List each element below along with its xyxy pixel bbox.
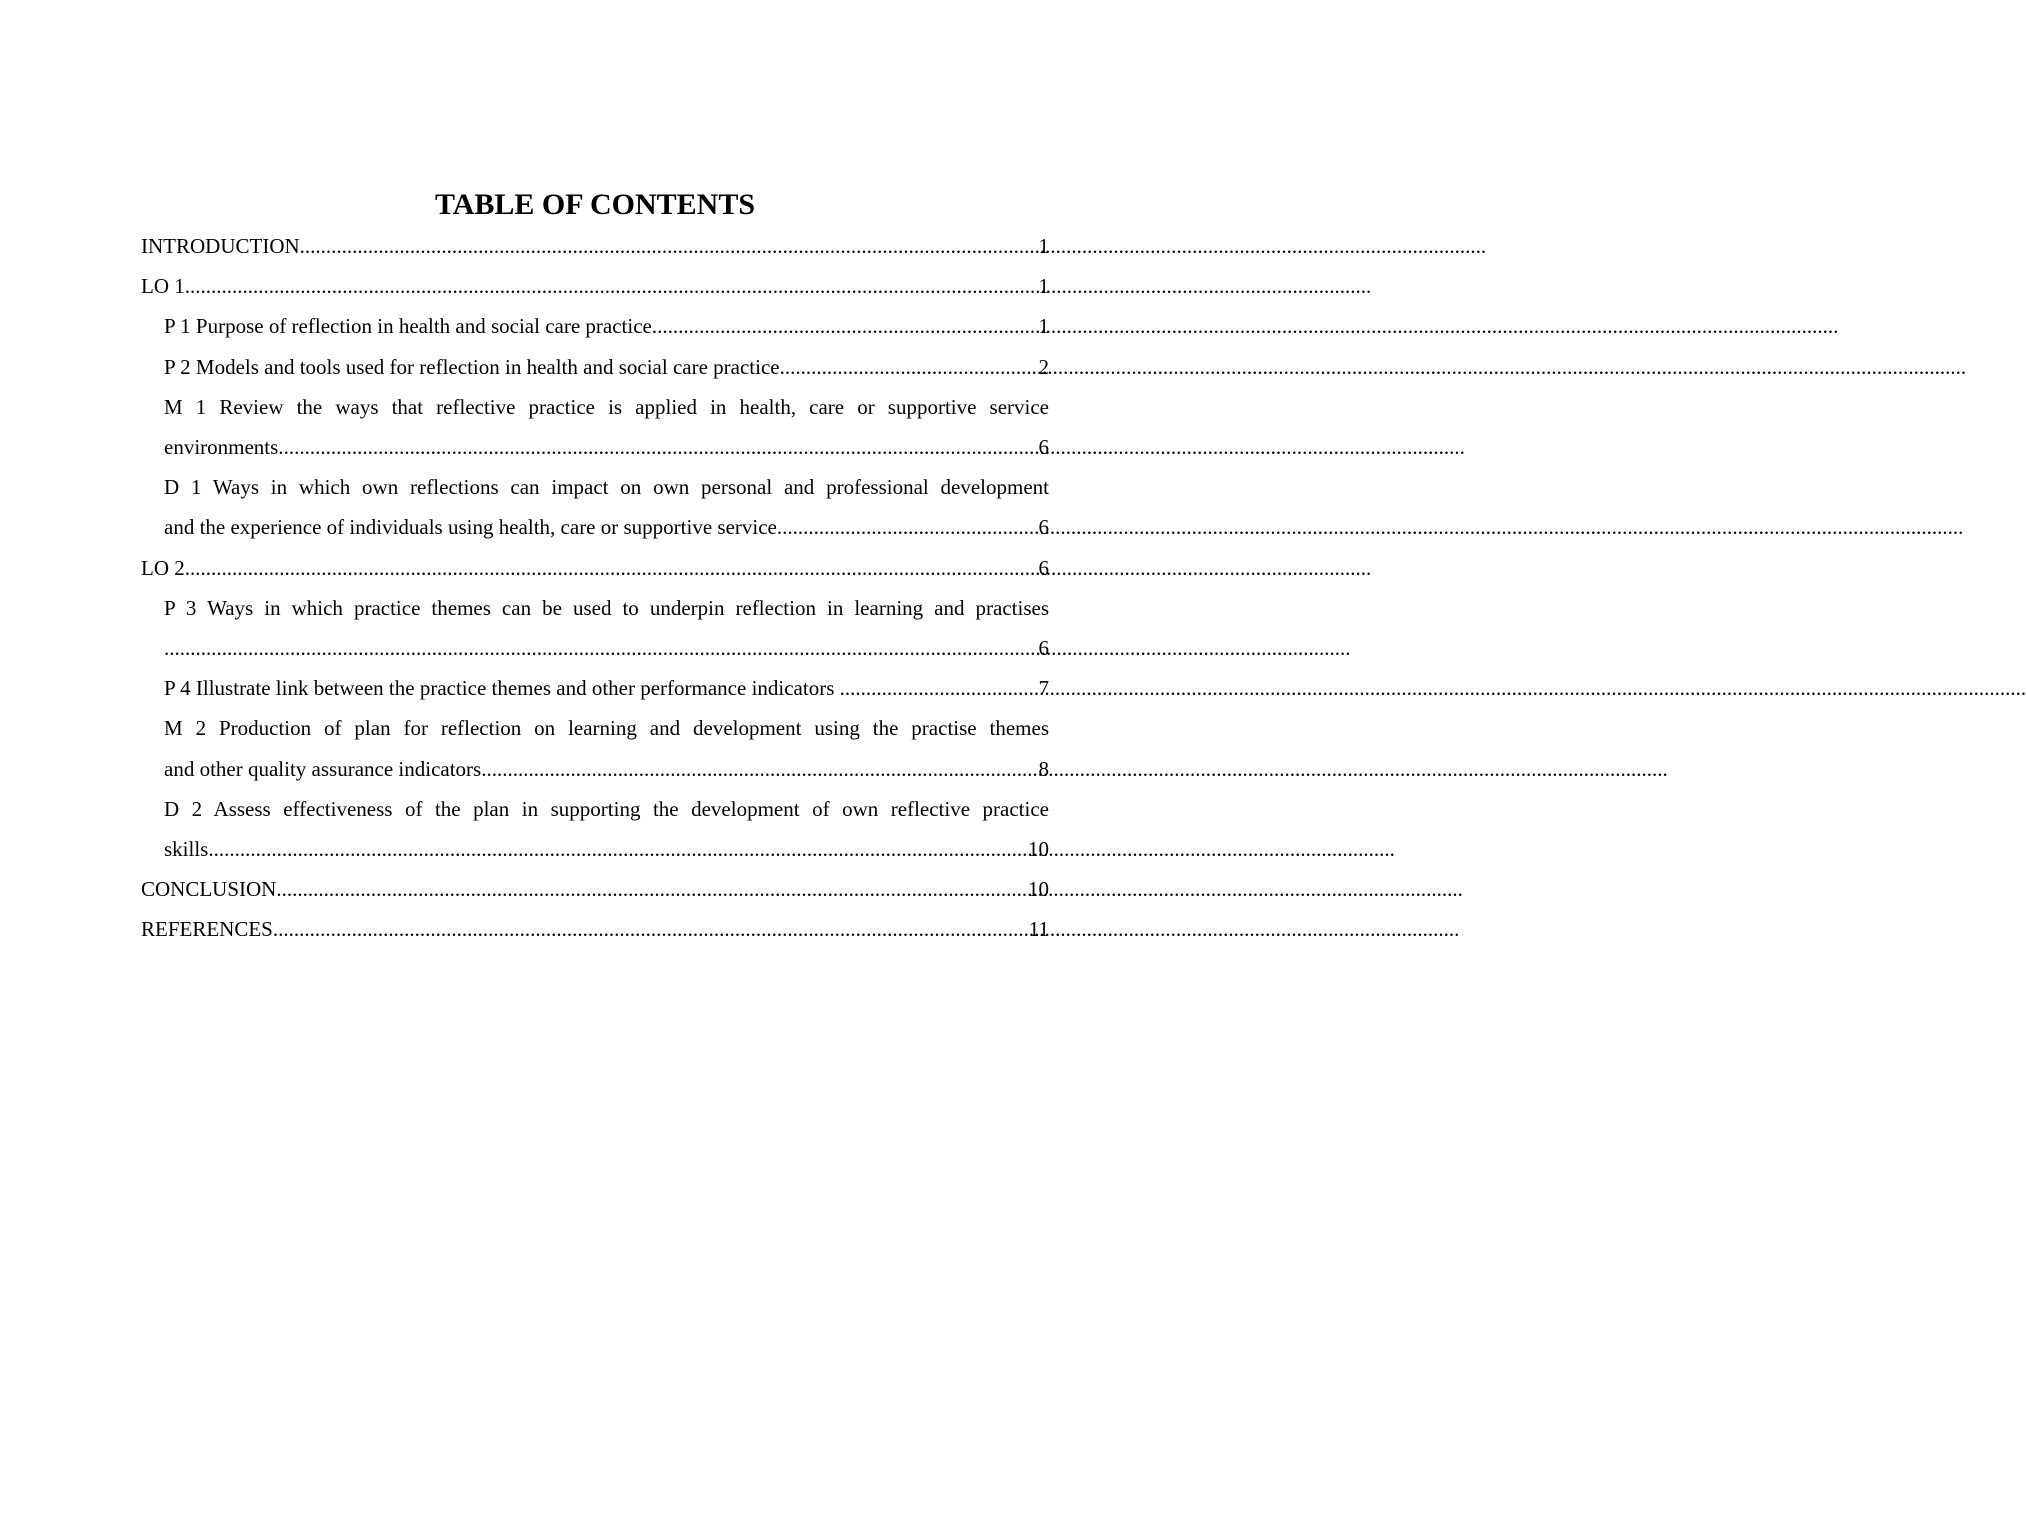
toc-entry-last-line — [164, 749, 1049, 789]
toc-page-number: 6 — [1038, 555, 1049, 580]
toc-entry-label: environments — [164, 435, 279, 460]
toc-list — [141, 226, 1049, 950]
toc-entry-label: P 1 Purpose of reflection in health and social care practice — [164, 314, 652, 339]
toc-entry-last-line — [141, 266, 1049, 306]
toc-entry-label: P 4 Illustrate link between the practice themes and other performance indicators — [164, 676, 840, 701]
toc-dot-leader — [185, 266, 1039, 306]
toc-dot-leader — [278, 427, 1038, 467]
toc-entry-label: REFERENCES — [141, 917, 273, 942]
toc-dot-leader — [777, 507, 1039, 547]
toc-dot-leader — [164, 628, 1039, 668]
toc-entry-label: INTRODUCTION — [141, 234, 300, 258]
toc-entry[interactable] — [164, 588, 1049, 668]
toc-entry[interactable] — [164, 347, 1049, 387]
toc-dot-leader — [208, 829, 1028, 869]
toc-dot-leader — [276, 869, 1028, 909]
toc-dot-leader — [273, 909, 1029, 949]
toc-page-number: 6 — [1038, 636, 1049, 661]
toc-entry-last-line — [141, 548, 1049, 588]
toc-entry-text-line: M 2 Production of plan for reflection on learning and development using the practise themes — [164, 716, 1049, 741]
toc-entry-last-line — [164, 668, 1049, 708]
toc-dot-leader — [481, 749, 1038, 789]
toc-page-number: 1 — [1038, 314, 1049, 339]
toc-page-number: 6 — [1038, 515, 1049, 540]
toc-page-number: 11 — [1028, 917, 1049, 942]
toc-entry[interactable] — [164, 387, 1049, 467]
toc-page-number: 10 — [1028, 837, 1049, 862]
toc-dot-leader — [185, 548, 1039, 588]
toc-entry[interactable] — [164, 306, 1049, 346]
toc-entry[interactable] — [141, 226, 1049, 266]
toc-entry-label: and the experience of individuals using health, care or supportive service — [164, 515, 777, 540]
toc-entry[interactable] — [141, 869, 1049, 909]
toc-entry-text-line: P 3 Ways in which practice themes can be used to underpin reflection in learning and practises — [164, 595, 1049, 620]
toc-dot-leader — [780, 347, 1039, 387]
toc-entry[interactable] — [141, 266, 1049, 306]
toc-page-number: 2 — [1038, 354, 1049, 379]
toc-entry-last-line — [141, 226, 1049, 266]
toc-entry-last-line — [164, 427, 1049, 467]
toc-entry-last-line — [164, 306, 1049, 346]
toc-dot-leader — [300, 226, 1039, 266]
toc-dot-leader — [840, 668, 1039, 708]
toc-page-number: 6 — [1038, 435, 1049, 460]
toc-entry-label: P 2 Models and tools used for reflection in health and social care practice — [164, 354, 780, 379]
toc-entry-text-line: D 2 Assess effectiveness of the plan in supporting the development of own reflective practice — [164, 796, 1049, 821]
toc-dot-leader — [652, 306, 1039, 346]
toc-entry-label: skills — [164, 837, 209, 862]
toc-entry-text-line: D 1 Ways in which own reflections can impact on own personal and professional development — [164, 475, 1049, 500]
toc-entry-last-line — [141, 869, 1049, 909]
toc-entry-last-line — [141, 909, 1049, 949]
toc-entry[interactable] — [164, 668, 1049, 708]
toc-page-number: 8 — [1038, 756, 1049, 781]
toc-page-number: 7 — [1038, 676, 1049, 701]
toc-page-number: 1 — [1038, 234, 1049, 258]
toc-entry-last-line — [164, 829, 1049, 869]
toc-entry-last-line — [164, 628, 1049, 668]
toc-page-number: 10 — [1028, 877, 1049, 902]
toc-entry-last-line — [164, 507, 1049, 547]
toc-page-number: 1 — [1038, 274, 1049, 299]
toc-entry-label: LO 1 — [141, 274, 185, 299]
toc-entry[interactable] — [141, 909, 1049, 949]
toc-entry-text-line: M 1 Review the ways that reflective practice is applied in health, care or supportive service — [164, 394, 1049, 419]
toc-entry-label: LO 2 — [141, 555, 185, 580]
toc-entry[interactable] — [164, 789, 1049, 869]
toc-entry-label: and other quality assurance indicators — [164, 756, 482, 781]
toc-entry[interactable] — [141, 548, 1049, 588]
toc-title: TABLE OF CONTENTS — [434, 188, 756, 221]
toc-page — [141, 186, 1049, 950]
toc-entry-last-line — [164, 347, 1049, 387]
toc-entry-label: CONCLUSION — [141, 877, 277, 902]
toc-entry[interactable] — [164, 467, 1049, 547]
toc-entry[interactable] — [164, 708, 1049, 788]
